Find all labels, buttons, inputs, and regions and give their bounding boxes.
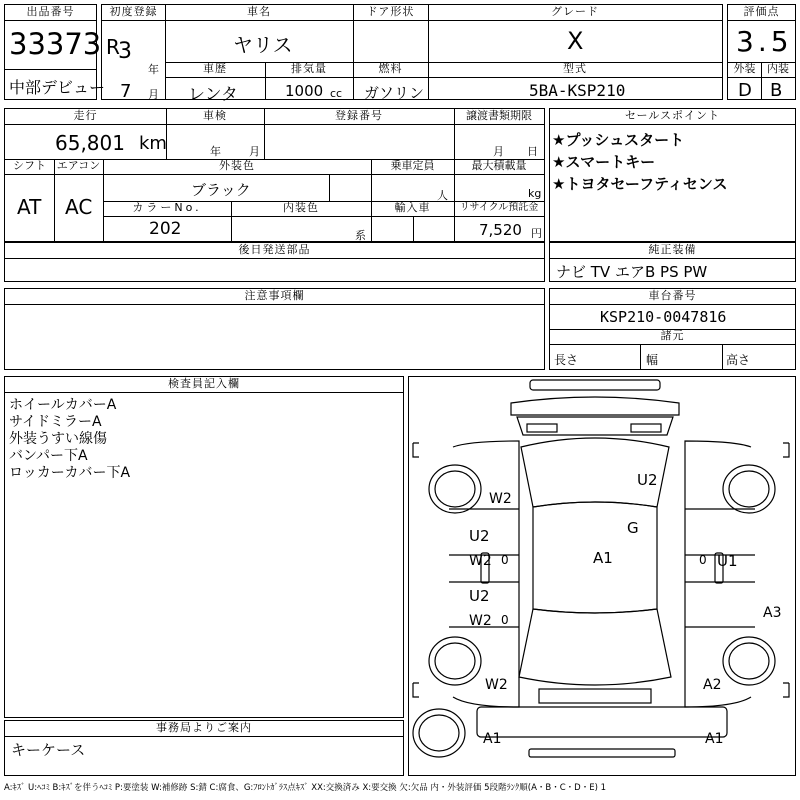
int-color-unit: 系: [355, 229, 366, 242]
score-box: [727, 4, 796, 100]
mark-w2-left-1: W2: [469, 553, 492, 569]
bracket-left-shape: [413, 443, 419, 457]
ext-score-label: 外装: [728, 62, 761, 78]
lot-box: [4, 4, 106, 100]
equipment-box: [549, 242, 796, 282]
mark-a2-rear: A2: [703, 677, 722, 693]
chassis-value: KSP210-0047816: [600, 308, 727, 326]
displacement-unit: cc: [330, 87, 343, 100]
ext-score-value: D: [738, 80, 752, 101]
mark-zero-left-2: 0: [501, 613, 509, 627]
mark-a1-bottom-right: A1: [705, 731, 724, 747]
inspection-year-unit: 年: [210, 145, 221, 158]
chassis-box: [549, 288, 796, 370]
mileage-unit: km: [139, 133, 167, 154]
history-value: レンタ: [188, 85, 238, 105]
grade-value: X: [567, 27, 584, 55]
dims-height: 高さ: [726, 353, 751, 367]
first-reg-label: 初度登録: [102, 5, 165, 21]
notes-label: 注意事項欄: [5, 289, 544, 305]
mark-u2-left-1: U2: [469, 527, 490, 545]
details-box: [4, 108, 545, 242]
transfer-day-unit: 日: [527, 145, 538, 158]
office-value: キーケース: [11, 741, 86, 759]
mileage-value: 65,801: [55, 131, 125, 155]
max-load-label: 最大積載量: [454, 159, 544, 175]
aircon-label: エアコン: [54, 159, 103, 175]
notes-box: [4, 288, 545, 370]
month-unit: 月: [148, 88, 159, 101]
office-box: [4, 720, 404, 776]
color-no-label: カラーNo.: [103, 201, 231, 217]
mark-u2-left-2: U2: [469, 587, 490, 605]
vehicle-header-box: [101, 4, 723, 105]
reg-number-label: 登録番号: [264, 109, 454, 125]
fuel-label: 燃料: [353, 62, 428, 78]
mark-zero-left-1: 0: [501, 553, 509, 567]
max-load-unit: kg: [528, 187, 542, 200]
bracket-right-shape: [783, 443, 789, 457]
grade-label: グレード: [428, 5, 722, 21]
inspection-label: 車検: [166, 109, 264, 125]
sales-point-1: ★プッシュスタート: [552, 131, 685, 149]
mark-w2-left-2: W2: [469, 613, 492, 629]
dims-length: 長さ: [554, 353, 579, 367]
transfer-month-unit: 月: [493, 145, 504, 158]
model-value: 5BA-KSP210: [529, 81, 626, 100]
year-num: 3: [118, 39, 132, 64]
left-body-shape: [453, 441, 519, 707]
mark-w2-left-rear: W2: [485, 677, 508, 693]
rear-window-shape: [519, 609, 671, 685]
front-panel-shape: [511, 397, 679, 415]
inspector-label: 検査員記入欄: [5, 377, 403, 393]
shift-label: シフト: [5, 159, 54, 175]
sales-point-3: ★トヨタセーフティセンス: [552, 175, 728, 193]
dims-width: 幅: [646, 353, 659, 367]
sales-point-2: ★スマートキー: [552, 153, 656, 171]
car-diagram-svg: [409, 377, 795, 775]
mark-w2-left-front: W2: [489, 491, 512, 507]
mark-a1-bottom-left: A1: [483, 731, 502, 747]
front-bumper-shape: [530, 380, 660, 390]
trunk-shape: [539, 689, 651, 703]
mark-a1-center: A1: [593, 549, 613, 567]
car-name-label: 車名: [165, 5, 353, 21]
dims-label: 諸元: [550, 329, 795, 345]
car-name-value: ヤリス: [233, 33, 293, 57]
aircon-value: AC: [65, 195, 93, 219]
transfer-label: 譲渡書類期限: [454, 109, 544, 125]
later-parts-box: [4, 242, 545, 282]
import-label: 輸入車: [371, 201, 454, 217]
displacement-value: 1000: [285, 82, 324, 100]
lot-number: 33373: [9, 27, 102, 61]
month-num: 7: [120, 81, 132, 102]
sales-points-label: セールスポイント: [550, 109, 795, 125]
inspector-list: [9, 397, 130, 482]
inspector-box: [4, 376, 404, 718]
ext-color-label: 外装色: [103, 159, 371, 175]
office-label: 事務局よりご案内: [5, 721, 403, 737]
displacement-label: 排気量: [265, 62, 353, 78]
legend-text: A:ｷｽﾞ U:ﾍｺﾐ B:ｷｽﾞを伴うﾍｺﾐ P:要塗装 W:補修跡 S:錆 C:腐食、G:ﾌﾛﾝﾄｶﾞﾗｽ点ｷｽﾞ XX:交換済み X:要交換 欠:欠品 内・外装評価 5段階ﾗﾝｸ順(A・B・C・D・E) 1: [4, 783, 607, 793]
chassis-label: 車台番号: [550, 289, 795, 305]
score-value: 3.5: [736, 25, 793, 58]
inspector-item: 外装うすい線傷: [9, 431, 107, 447]
capacity-unit: 人: [437, 189, 448, 202]
year-unit: 年: [148, 63, 159, 76]
inspector-item: サイドミラーA: [9, 414, 102, 430]
equipment-label: 純正装備: [550, 243, 795, 259]
inspection-month-unit: 月: [249, 145, 260, 158]
mark-zero-right: 0: [699, 553, 707, 567]
debut-label: 中部デビュー: [9, 78, 106, 97]
score-label: 評価点: [728, 5, 795, 21]
inspector-item: ロッカーカバー下A: [9, 465, 131, 481]
int-score-label: 内装: [761, 62, 795, 78]
recycle-value: 7,520: [479, 221, 522, 239]
mark-g: G: [627, 519, 639, 537]
lot-label: 出品番号: [5, 5, 96, 21]
era-value: R: [106, 35, 120, 59]
model-label: 型式: [428, 62, 722, 78]
rear-bumper-shape: [477, 707, 727, 737]
mark-a3-right: A3: [763, 605, 782, 621]
sales-points-box: [549, 108, 796, 242]
shift-value: AT: [17, 195, 42, 219]
later-parts-label: 後日発送部品: [5, 243, 544, 259]
int-score-value: B: [770, 80, 783, 101]
fuel-value: ガソリン: [364, 84, 425, 102]
inspector-item: バンパー下A: [9, 448, 88, 464]
mark-u2-top: U2: [637, 471, 658, 489]
color-no-value: 202: [149, 219, 182, 239]
inspector-item: ホイールカバーA: [9, 397, 117, 413]
capacity-label: 乗車定員: [371, 159, 454, 175]
equipment-value: ナビ TV エアB PS PW: [556, 263, 708, 281]
mark-u1-right: U1: [717, 552, 738, 570]
car-diagram-box: [408, 376, 796, 776]
rear-under-shape: [529, 749, 675, 757]
recycle-label: リサイクル預託金: [454, 201, 544, 217]
door-label: ドア形状: [353, 5, 428, 21]
mileage-label: 走行: [5, 109, 166, 125]
ext-color-value: ブラック: [191, 181, 251, 199]
right-body-shape: [685, 441, 751, 707]
headlight-left-shape: [527, 424, 557, 432]
headlight-right-shape: [631, 424, 661, 432]
recycle-unit: 円: [531, 227, 542, 240]
history-label: 車歴: [165, 62, 265, 78]
int-color-label: 内装色: [231, 201, 371, 217]
